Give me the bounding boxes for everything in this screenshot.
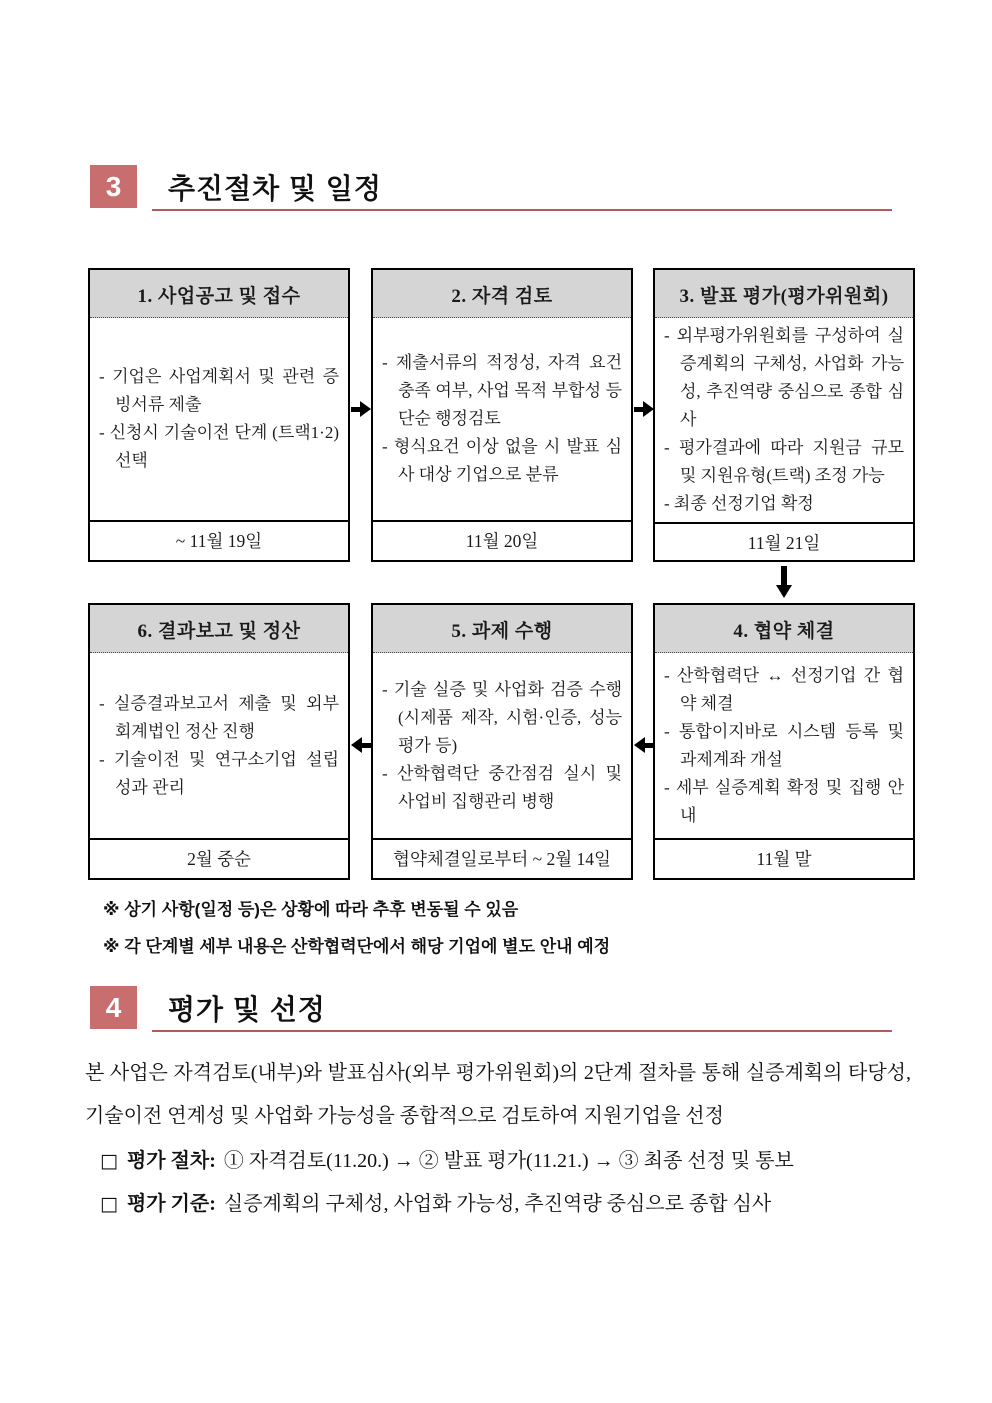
flow-box-4-agreement <box>653 603 915 880</box>
flow-box-item: - 형식요건 이상 없을 시 발표 심사 대상 기업으로 분류 <box>382 437 622 484</box>
evaluation-section-body <box>85 1052 911 1226</box>
footnote-detail-guidance: ※ 각 단계별 세부 내용은 산학협력단에서 해당 기업에 별도 안내 예정 <box>103 937 611 956</box>
arrow-left-icon <box>634 737 654 753</box>
flow-box-item: - 세부 실증계획 확정 및 집행 안내 <box>664 777 904 825</box>
flow-box-5-body <box>373 653 631 838</box>
flow-box-item: - 실증결과보고서 제출 및 외부 회계법인 정산 진행 <box>99 693 339 741</box>
flow-box-5-title: 5. 과제 수행 <box>373 605 631 653</box>
flow-box-6-result-report <box>88 603 350 880</box>
flow-box-3-title: 3. 발표 평가(평가위원회) <box>655 270 913 318</box>
flow-box-item: - 산학협력단 중간점검 실시 및 사업비 집행관리 병행 <box>382 763 622 811</box>
flow-box-item: - 외부평가위원회를 구성하여 실증계획의 구체성, 사업화 가능성, 추진역량 중심으로 종합 심사 <box>664 326 904 429</box>
evaluation-criteria-text: 실증계획의 구체성, 사업화 가능성, 추진역량 중심으로 종합 심사 <box>223 1193 772 1215</box>
flow-box-2-body <box>373 318 631 520</box>
flow-box-3-date: 11월 21일 <box>655 522 913 562</box>
section-3-number-badge: 3 <box>90 165 137 208</box>
flow-box-item: - 기술 실증 및 사업화 검증 수행 (시제품 제작, 시험·인증, 성능평가 등) <box>382 679 622 755</box>
section-4-title: 평가 및 선정 <box>168 994 326 1025</box>
flow-box-4-date: 11월 말 <box>655 838 913 878</box>
arrow-right-icon <box>351 401 371 417</box>
flow-box-2-title: 2. 자격 검토 <box>373 270 631 318</box>
flow-box-5-date: 협약체결일로부터 ~ 2월 14일 <box>373 838 631 878</box>
flow-box-1-application <box>88 268 350 562</box>
flow-box-3-presentation-evaluation <box>653 268 915 562</box>
flow-box-1-date: ~ 11월 19일 <box>90 520 348 560</box>
flow-box-4-title: 4. 협약 체결 <box>655 605 913 653</box>
arrow-down-icon <box>776 566 792 598</box>
footnotes <box>103 891 903 965</box>
evaluation-criteria-line <box>100 1183 911 1226</box>
section-3-title: 추진절차 및 일정 <box>168 173 382 204</box>
evaluation-procedure-label: 평가 절차: <box>126 1150 216 1172</box>
square-bullet-icon: □ <box>100 1150 118 1172</box>
arrow-right-icon <box>634 401 654 417</box>
flow-box-6-body <box>90 653 348 838</box>
square-bullet-icon: □ <box>100 1193 118 1215</box>
flow-box-item: - 통합이지바로 시스템 등록 및 과제계좌 개설 <box>664 721 904 769</box>
flow-box-item: - 기업은 사업계획서 및 관련 증빙서류 제출 <box>99 367 339 414</box>
flow-box-2-date: 11월 20일 <box>373 520 631 560</box>
flow-box-item: - 평가결과에 따라 지원금 규모 및 지원유형(트랙) 조정 가능 <box>664 438 904 485</box>
flow-box-item: - 제출서류의 적정성, 자격 요건 충족 여부, 사업 목적 부합성 등 단순 행정검토 <box>382 353 622 428</box>
arrow-left-icon <box>351 737 371 753</box>
flow-box-6-date: 2월 중순 <box>90 838 348 878</box>
section-4-underline <box>152 1030 892 1032</box>
evaluation-criteria-label: 평가 기준: <box>126 1193 216 1215</box>
flow-box-2-qualification-review <box>371 268 633 562</box>
evaluation-paragraph: 본 사업은 자격검토(내부)와 발표심사(외부 평가위원회)의 2단계 절차를 통해 실증계획의 타당성, 기술이전 연계성 및 사업화 가능성을 종합적으로 검토하여 지원기업을 선정 <box>85 1062 911 1127</box>
flow-box-item: - 산학협력단 ↔ 선정기업 간 협약 체결 <box>664 665 904 713</box>
flow-box-5-task-execution <box>371 603 633 880</box>
section-4-number-badge: 4 <box>90 986 137 1029</box>
footnote-schedule-change: ※ 상기 사항(일정 등)은 상황에 따라 추후 변동될 수 있음 <box>103 900 519 919</box>
flow-box-4-body <box>655 653 913 838</box>
evaluation-procedure-line <box>100 1140 911 1183</box>
evaluation-procedure-text: ① 자격검토(11.20.) → ② 발표 평가(11.21.) → ③ 최종 선정 및 통보 <box>223 1150 794 1172</box>
flow-box-3-body <box>655 318 913 522</box>
flow-box-item: - 최종 선정기업 확정 <box>664 494 814 513</box>
evaluation-bullets <box>85 1140 911 1226</box>
section-3-underline <box>152 209 892 211</box>
flow-box-6-title: 6. 결과보고 및 정산 <box>90 605 348 653</box>
flow-box-1-body <box>90 318 348 520</box>
flow-box-item: - 기술이전 및 연구소기업 설립 성과 관리 <box>99 749 339 797</box>
flow-box-item: - 신청시 기술이전 단계 (트랙1·2) 선택 <box>99 423 339 470</box>
flow-box-1-title: 1. 사업공고 및 접수 <box>90 270 348 318</box>
